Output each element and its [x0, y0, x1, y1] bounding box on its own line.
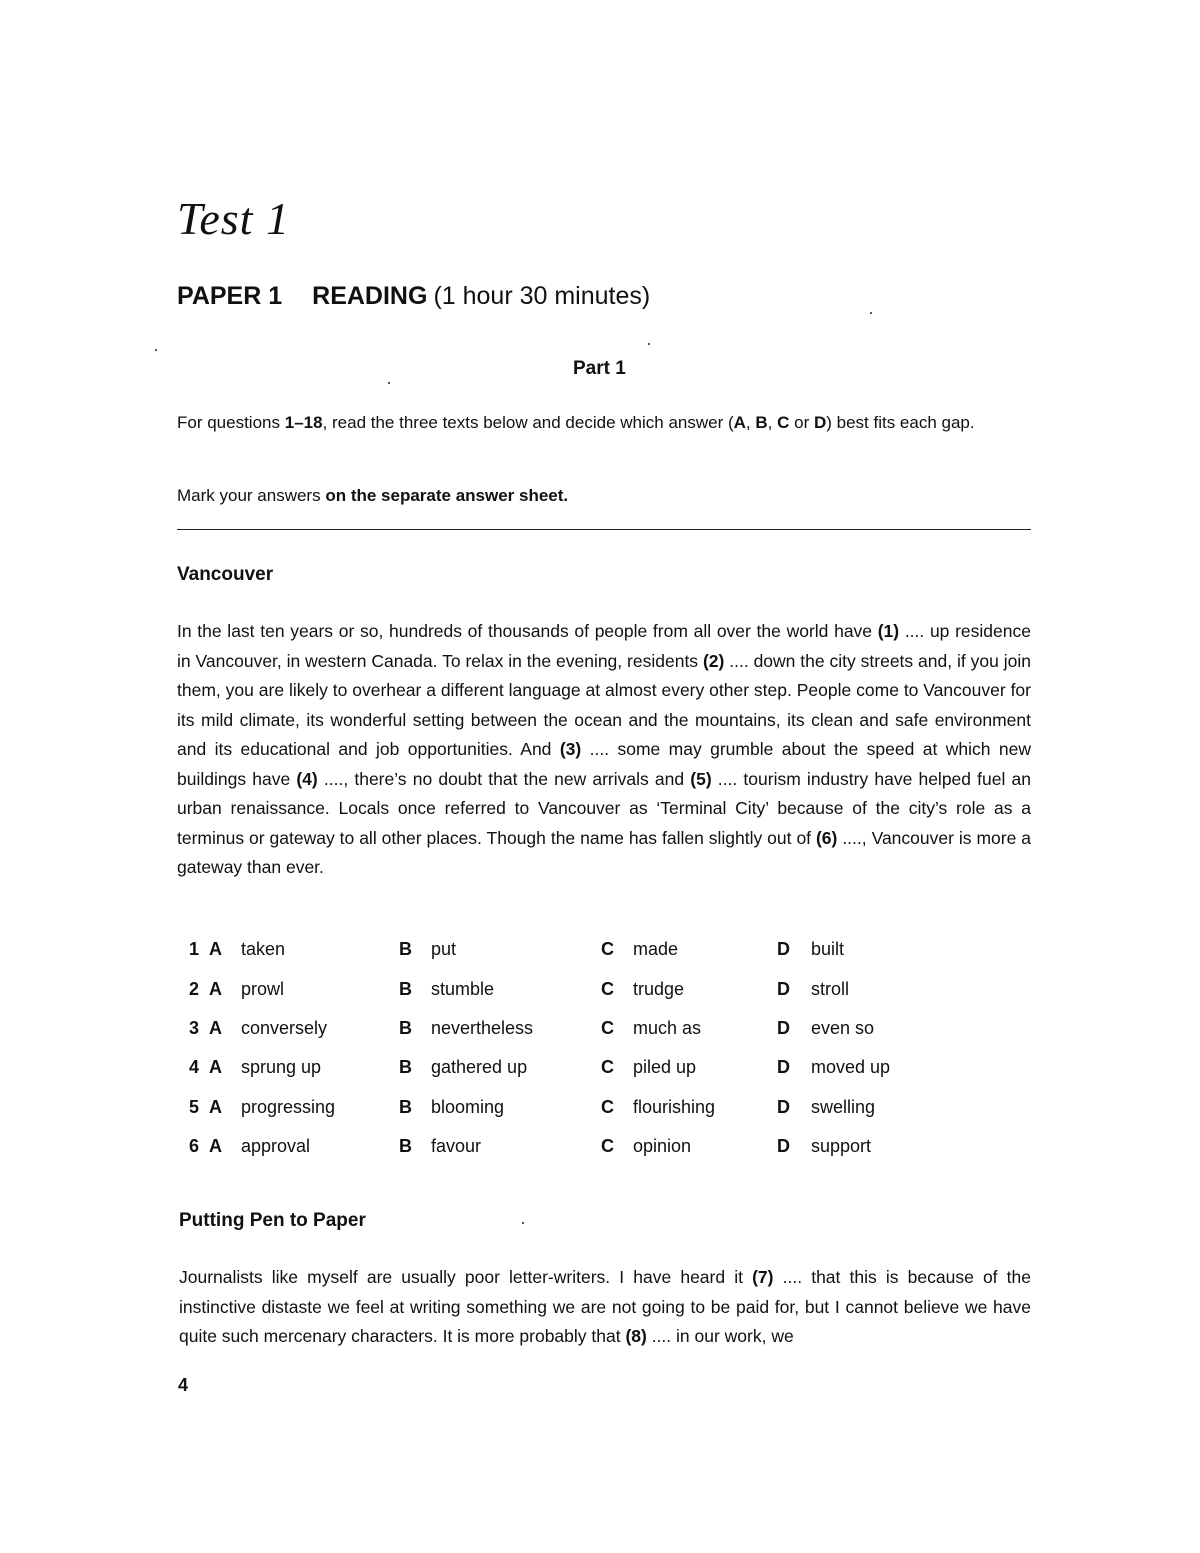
instructions-text: ) best fits each gap. [826, 413, 975, 432]
option-c: made [633, 939, 679, 960]
question-number: 5 [188, 1096, 199, 1117]
question-number: 4 [188, 1057, 199, 1078]
gap-number: (4) [296, 768, 318, 789]
passage-text: .... down the city streets and, if you join them, you are likely to overhear a different language at almost every other step. People come to Vancouver for its mild climate, its wonderful setting between the ocean and the mountains, its clean and safe environment and its educational and job opportunities. And [177, 650, 1031, 759]
option-letter-a: A [209, 939, 222, 960]
separator: , [745, 413, 756, 432]
section-title-putting-pen-to-paper: Putting Pen to Paper [179, 1210, 366, 1231]
passage-text: .... in our work, we [646, 1326, 794, 1346]
passage-text: .... that this is because of the instinctive distaste we feel at writing something we are not going to be paid for, but I cannot believe we have quite such mercenary characters. It is more probably that [179, 1267, 1031, 1346]
option-a: sprung up [241, 1057, 322, 1078]
option-c: piled up [633, 1057, 697, 1078]
gap-number: (5) [690, 768, 712, 789]
option-row [177, 1088, 937, 1127]
option-letter-b: B [399, 939, 412, 960]
option-b: stumble [431, 978, 495, 999]
passage-text: ...., there’s no doubt that the new arrivals and [317, 768, 691, 789]
question-number: 6 [188, 1136, 199, 1157]
option-c: much as [633, 1017, 702, 1038]
option-c: opinion [633, 1136, 692, 1157]
instructions-text: , read the three texts below and decide which answer ( [322, 413, 734, 432]
scan-speck [648, 343, 650, 345]
option-row [177, 969, 937, 1008]
option-letter-c: C [601, 1136, 614, 1157]
option-letter-b: B [399, 1136, 412, 1157]
passage-text: Journalists like myself are usually poor letter-writers. I have heard it [179, 1267, 753, 1287]
question-number: 3 [188, 1017, 199, 1038]
option-letter: B [755, 413, 768, 432]
option-letter-c: C [601, 1096, 614, 1117]
option-letter-d: D [777, 1096, 790, 1117]
option-a: taken [241, 939, 286, 960]
option-d: built [811, 939, 845, 960]
scan-speck [870, 312, 872, 314]
mark-answers-instruction [177, 486, 568, 506]
instructions-text: For questions [177, 413, 285, 432]
option-letter-c: C [601, 978, 614, 999]
option-d: moved up [811, 1057, 891, 1078]
option-letter: C [777, 413, 790, 432]
passage-text: In the last ten years or so, hundreds of thousands of people from all over the world have [177, 621, 878, 641]
option-letter-b: B [399, 978, 412, 999]
test-title: Test 1 [177, 193, 290, 244]
option-row [177, 930, 937, 969]
paper-heading [177, 282, 650, 311]
option-letter-b: B [399, 1057, 412, 1078]
option-letter-a: A [209, 1017, 222, 1038]
separator: or [789, 413, 814, 432]
option-letter-a: A [209, 978, 222, 999]
option-letter-c: C [601, 1017, 614, 1038]
passage-putting-pen-to-paper [179, 1263, 1031, 1352]
option-d: support [811, 1136, 872, 1157]
option-a: approval [241, 1136, 311, 1157]
option-letter-c: C [601, 939, 614, 960]
option-b: favour [431, 1136, 482, 1157]
question-number: 1 [188, 939, 199, 960]
paper-subject: READING [312, 282, 428, 310]
option-row [177, 1009, 937, 1048]
mark-answers-text: Mark your answers [177, 486, 326, 505]
passage-text: .... some may grumble about the speed at which new buildings have [177, 739, 1031, 789]
gap-number: (2) [702, 650, 725, 671]
option-letter-d: D [777, 1057, 790, 1078]
option-d: swelling [811, 1096, 876, 1117]
option-row [177, 1127, 937, 1166]
scan-speck [155, 349, 157, 351]
option-a: progressing [241, 1096, 336, 1117]
paper-duration: (1 hour 30 minutes) [433, 282, 651, 310]
option-b: nevertheless [431, 1017, 534, 1038]
question-number: 2 [188, 978, 199, 999]
page-number: 4 [178, 1375, 189, 1395]
option-a: prowl [241, 978, 285, 999]
divider [177, 529, 1031, 530]
option-b: gathered up [431, 1057, 528, 1078]
option-c: flourishing [633, 1096, 716, 1117]
gap-number: (3) [559, 739, 582, 759]
paper-label: PAPER 1 [177, 282, 283, 310]
passage-vancouver [177, 617, 1031, 883]
gap-number: (1) [877, 621, 900, 641]
part-heading: Part 1 [573, 358, 626, 379]
option-row [177, 1048, 937, 1087]
gap-number: (7) [752, 1267, 774, 1287]
option-letter-a: A [209, 1136, 222, 1157]
passage-text: .... tourism industry have helped fuel an urban renaissance. Locals once referred to Vancouver as ‘Terminal City’ because of the city’s role as a terminus or gateway to all other places. Though the name has fallen slightly out of [177, 768, 1032, 848]
gap-number: (6) [815, 827, 838, 848]
passage-text: ...., Vancouver is more a gateway than ever. [177, 827, 1031, 877]
section-title-vancouver: Vancouver [177, 564, 274, 585]
passage-text: .... up residence in Vancouver, in western Canada. To relax in the evening, residents [177, 621, 1031, 671]
separator: , [767, 413, 778, 432]
option-letter-b: B [399, 1017, 412, 1038]
option-letter-a: A [209, 1057, 222, 1078]
option-letter-d: D [777, 939, 790, 960]
option-letter-d: D [777, 978, 790, 999]
option-d: stroll [811, 978, 850, 999]
option-letter: D [813, 413, 827, 432]
option-letter-b: B [399, 1096, 412, 1117]
option-d: even so [811, 1017, 875, 1038]
option-letter: A [733, 413, 746, 432]
option-c: trudge [633, 978, 685, 999]
scan-speck [522, 1222, 524, 1224]
option-letter-c: C [601, 1057, 614, 1078]
option-b: blooming [431, 1096, 505, 1117]
option-b: put [431, 939, 457, 960]
option-a: conversely [241, 1017, 328, 1038]
mark-answers-emphasis: on the separate answer sheet. [325, 486, 569, 505]
instructions [177, 410, 1032, 436]
gap-number: (8) [625, 1326, 647, 1346]
option-letter-a: A [209, 1096, 222, 1117]
option-letter-d: D [777, 1136, 790, 1157]
answer-options-table [177, 930, 937, 1166]
option-letter-d: D [777, 1017, 790, 1038]
question-range: 1–18 [284, 413, 323, 432]
scan-speck [388, 382, 390, 384]
